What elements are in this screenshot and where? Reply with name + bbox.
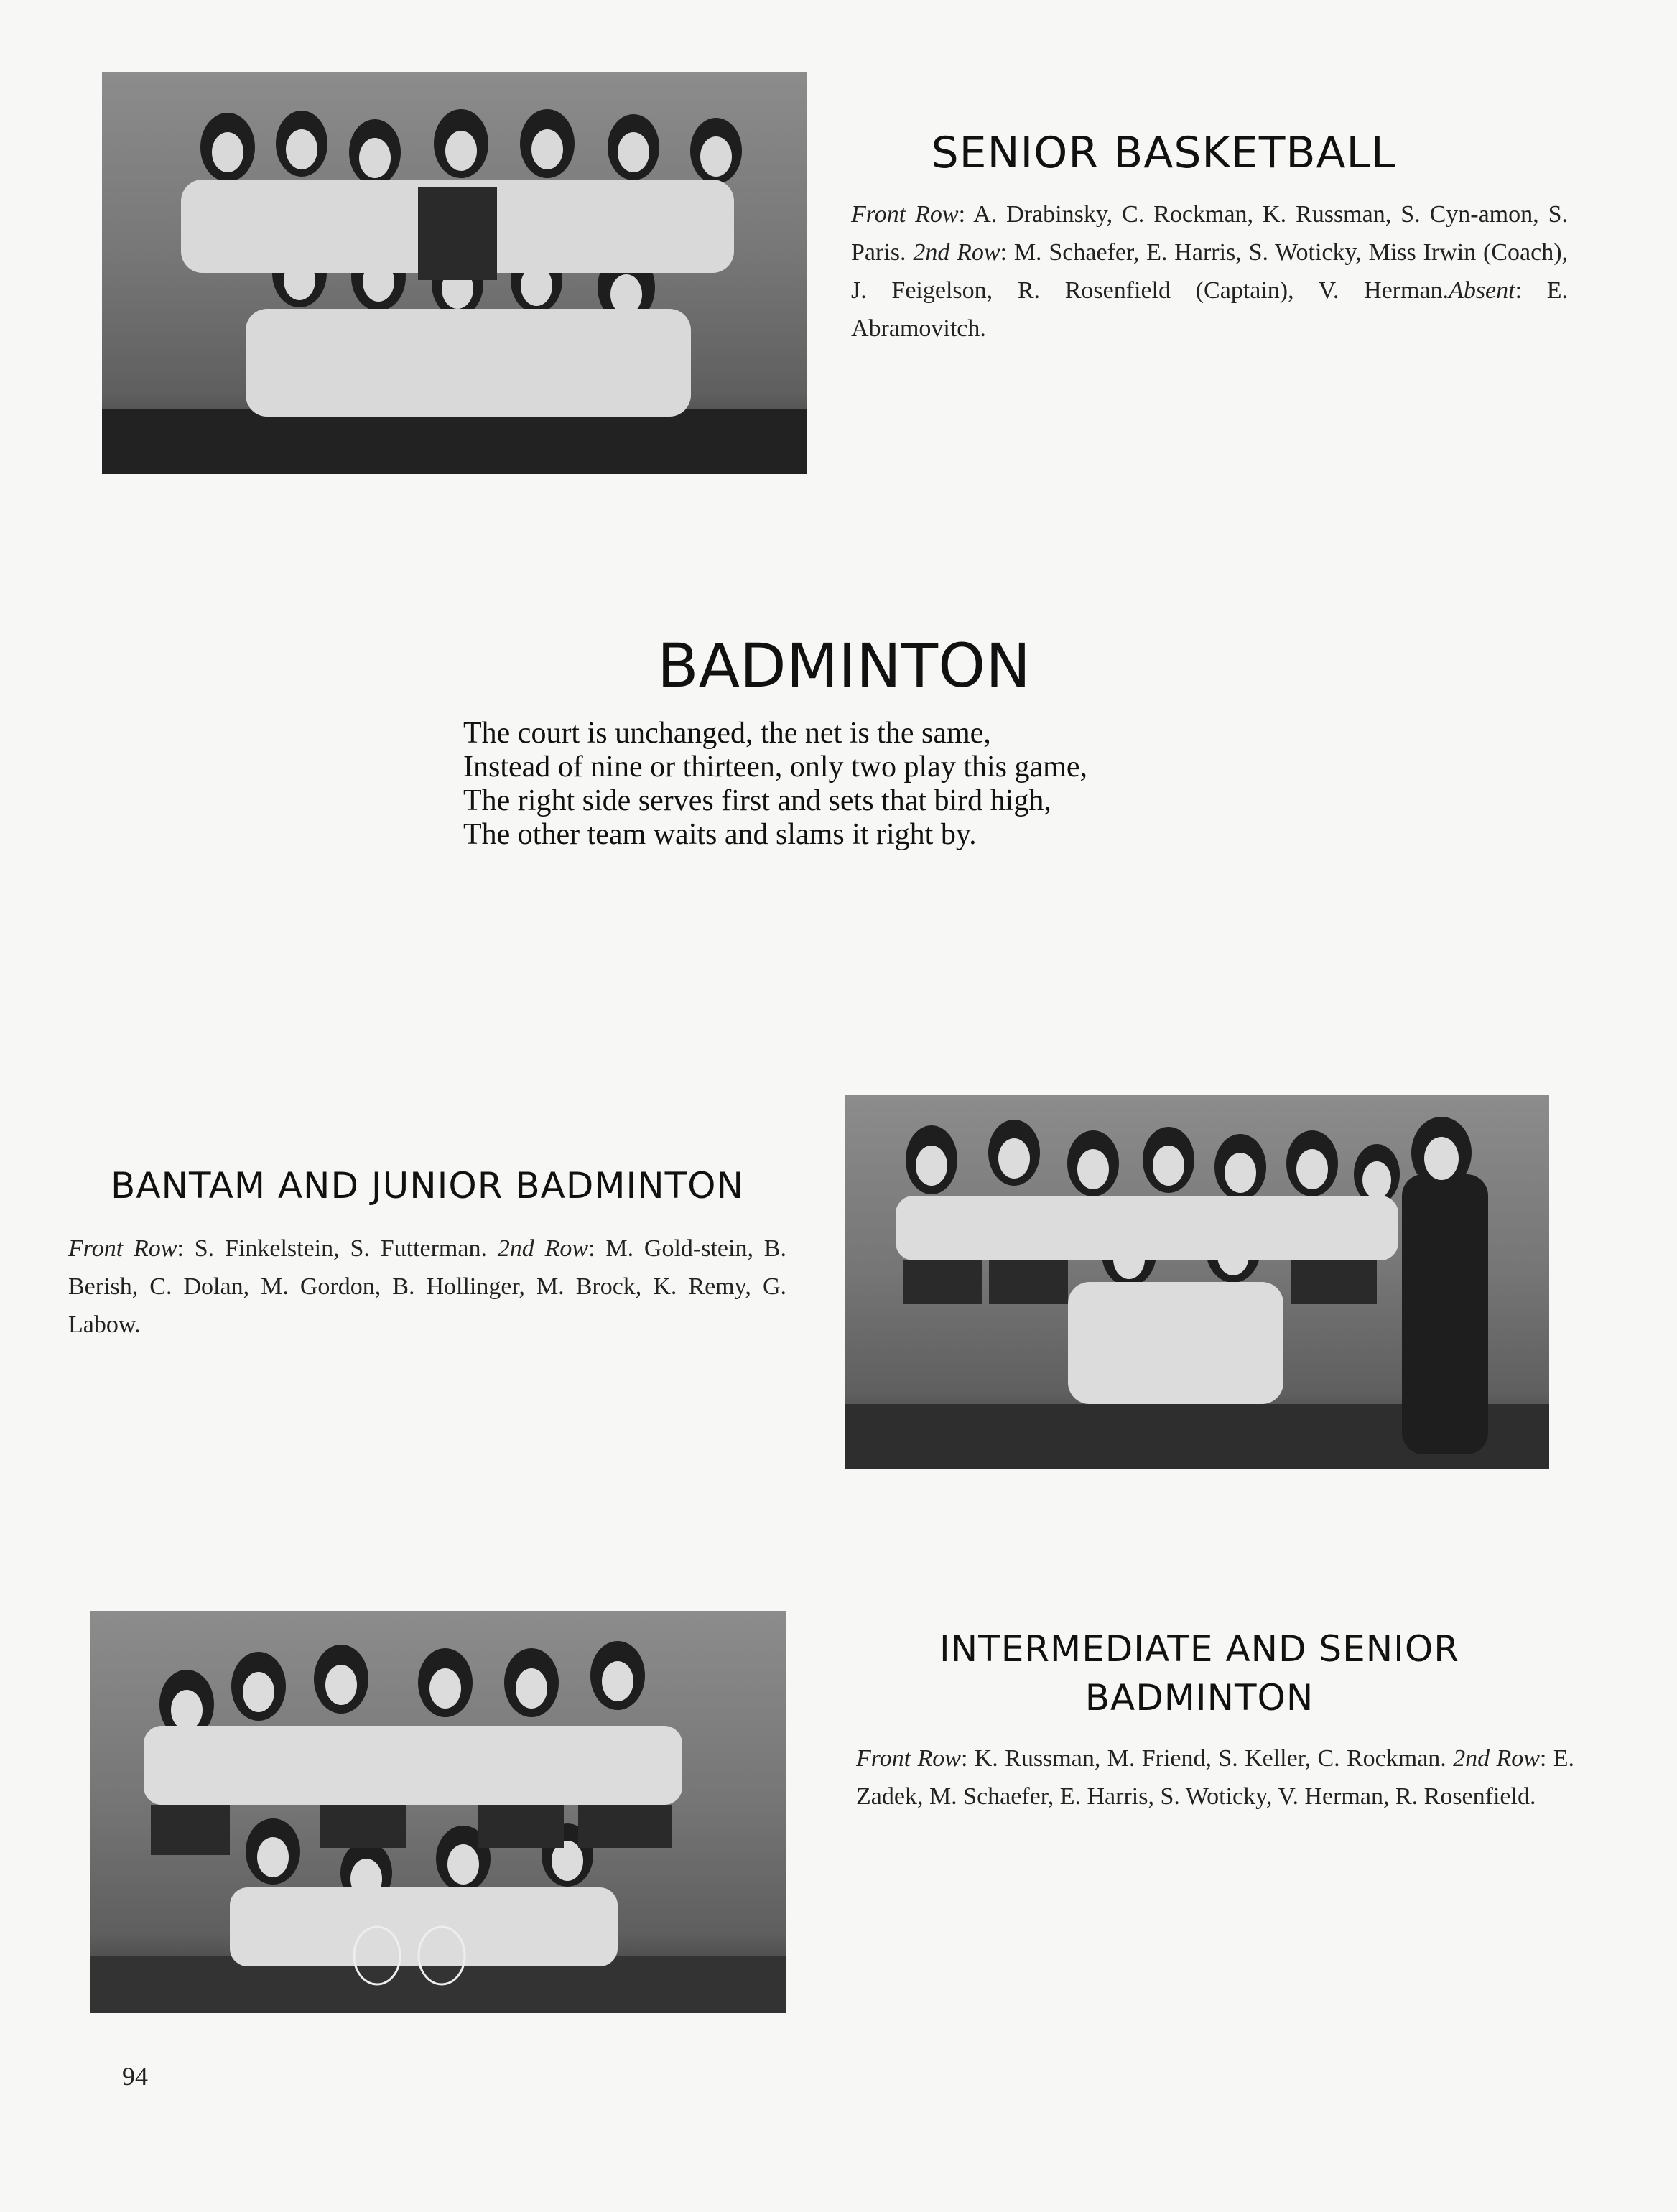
front-row-label: Front Row <box>856 1745 961 1772</box>
absent-names: : E. Abramovitch. <box>851 277 1569 342</box>
bantam-junior-caption <box>68 1230 786 1344</box>
poem-line: The right side serves first and sets that bird high, <box>463 784 1051 817</box>
second-row-names: : M. Schaefer, E. Harris, S. Woticky, Miss Irwin (Coach), J. Feigelson, R. Rosenfield (Captain), V. Herman. <box>851 239 1569 304</box>
intermediate-senior-badminton-photo <box>90 1611 786 2013</box>
intermediate-senior-caption <box>856 1739 1574 1816</box>
bantam-junior-badminton-photo <box>845 1095 1549 1469</box>
senior-basketball-heading: SENIOR BASKETBALL <box>931 128 1396 178</box>
heading-line-1: INTERMEDIATE AND SENIOR <box>939 1628 1459 1670</box>
bantam-junior-heading: BANTAM AND JUNIOR BADMINTON <box>111 1165 744 1207</box>
second-row-names: : E. Zadek, M. Schaefer, E. Harris, S. Woticky, V. Herman, R. Rosenfield. <box>856 1745 1574 1810</box>
front-row-names: : S. Finkelstein, S. Futterman. <box>177 1235 498 1262</box>
badminton-heading: BADMINTON <box>656 631 1031 701</box>
front-row-names: : A. Drabinsky, C. Rockman, K. Russman, S. Cyn-amon, S. Paris. <box>851 201 1568 266</box>
front-row-label: Front Row <box>851 201 959 228</box>
poem-line: The court is unchanged, the net is the same, <box>463 717 991 750</box>
intermediate-senior-heading <box>891 1625 1508 1722</box>
second-row-names: : M. Gold-stein, B. Berish, C. Dolan, M. Gordon, B. Hollinger, M. Brock, K. Remy, G. Labow. <box>68 1235 786 1338</box>
poem-line: The other team waits and slams it right by. <box>463 818 977 851</box>
heading-line-2: BADMINTON <box>1084 1677 1314 1719</box>
second-row-label: 2nd Row <box>1453 1745 1540 1772</box>
senior-basketball-photo <box>102 72 807 474</box>
page-number: 94 <box>122 2062 148 2091</box>
front-row-names: : K. Russman, M. Friend, S. Keller, C. Rockman. <box>960 1745 1454 1772</box>
badminton-poem <box>463 717 1253 852</box>
poem-line: Instead of nine or thirteen, only two play this game, <box>463 750 1087 784</box>
second-row-label: 2nd Row <box>913 239 1000 266</box>
absent-label: Absent <box>1449 277 1515 304</box>
front-row-label: Front Row <box>68 1235 177 1262</box>
senior-basketball-caption <box>851 195 1568 348</box>
second-row-label: 2nd Row <box>497 1235 589 1262</box>
